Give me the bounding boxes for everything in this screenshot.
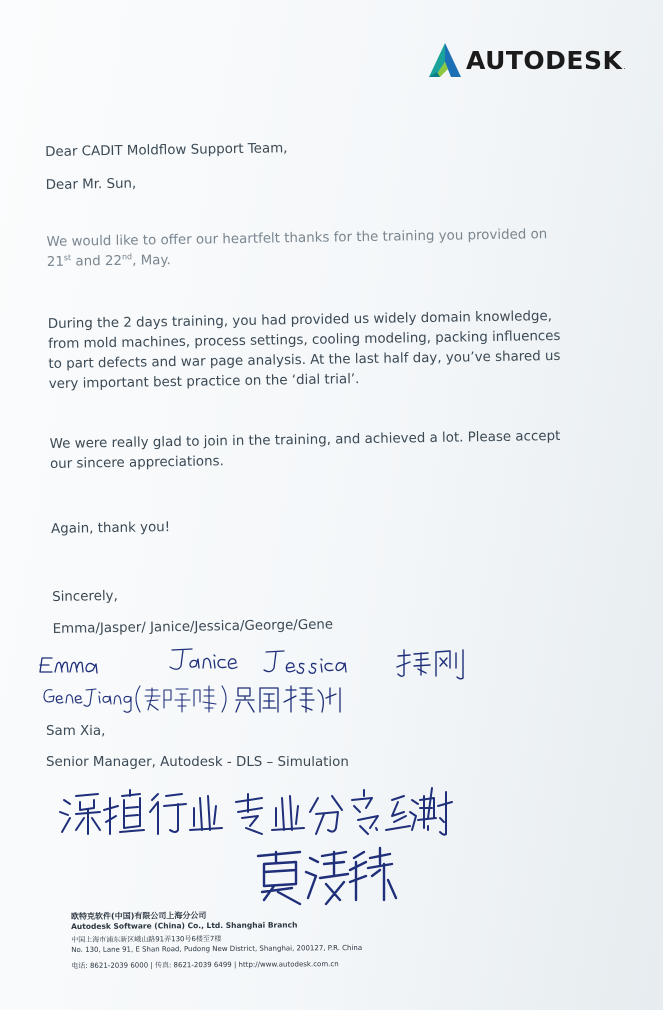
signature-gene-jiang xyxy=(44,686,226,712)
paragraph-line: our sincere appreciations. xyxy=(49,454,224,472)
date-day-2: 22 xyxy=(104,253,123,270)
signer-title: Senior Manager, Autodesk - DLS – Simulation xyxy=(46,755,349,770)
names-list: Emma/Jasper/ Janice/Jessica/George/Gene xyxy=(52,617,334,637)
signature-emma xyxy=(40,658,97,673)
date-and: and xyxy=(71,254,106,270)
date-month: , May. xyxy=(132,253,171,269)
signature-cn-2 xyxy=(236,686,340,712)
footer-contact: 电话: 8621-2039 6000 | 传真: 8621-2039 6499 | http://www.autodesk.com.cn xyxy=(71,960,339,970)
autodesk-logo xyxy=(428,42,626,78)
paragraph-thank-you: Again, thank you! xyxy=(50,520,171,537)
footer-company-en: Autodesk Software (China) Co., Ltd. Shanghai Branch xyxy=(71,920,298,931)
date-day-1-suffix: st xyxy=(63,253,72,263)
letter-body xyxy=(45,134,625,637)
greeting-person: Dear Mr. Sun, xyxy=(45,176,137,193)
footer-address-en: No. 130, Lane 91, E Shan Road, Pudong New District, Shanghai, 200127, P.R. China xyxy=(71,943,363,954)
paragraph-training xyxy=(48,307,562,395)
paragraph-line: from mold machines, process settings, cooling modeling, packing influences xyxy=(48,328,561,352)
footer-address-cn: 中国上海市浦东新区峨山路91弄130号6楼至7楼 xyxy=(71,934,222,944)
handwritten-note xyxy=(60,788,452,835)
signature-cn-1 xyxy=(397,650,463,679)
date-day-2-suffix: nd xyxy=(121,252,133,262)
signature-jessica xyxy=(264,651,346,673)
brand-name: AUTODESK xyxy=(466,45,623,75)
signature-sam-xia xyxy=(258,848,396,904)
closing: Sincerely, xyxy=(52,588,118,605)
brand-trademark: . xyxy=(623,63,626,71)
greeting-team: Dear CADIT Moldflow Support Team, xyxy=(45,141,288,160)
signature-janice xyxy=(170,649,237,669)
paragraph-thanks xyxy=(46,225,547,273)
footer-company-cn: 欧特克软件(中国)有限公司上海分公司 xyxy=(71,911,207,921)
signer-name: Sam Xia, xyxy=(46,724,106,739)
paragraph-line: to part defects and war page analysis. At the last half day, you’ve shared us xyxy=(48,348,561,372)
autodesk-a-mark-icon xyxy=(428,42,462,78)
company-footer xyxy=(71,909,431,971)
date-day-1: 21 xyxy=(46,254,65,270)
paragraph-line: We were really glad to join in the training, and achieved a lot. Please accept xyxy=(49,428,561,452)
paragraph-line: very important best practice on the ‘dial trial’. xyxy=(48,372,360,392)
paragraph-line: We would like to offer our heartfelt thanks for the training you provided on xyxy=(46,227,548,250)
paragraph-line: During the 2 days training, you had provided us widely domain knowledge, xyxy=(47,309,553,332)
paragraph-appreciation xyxy=(50,427,561,475)
